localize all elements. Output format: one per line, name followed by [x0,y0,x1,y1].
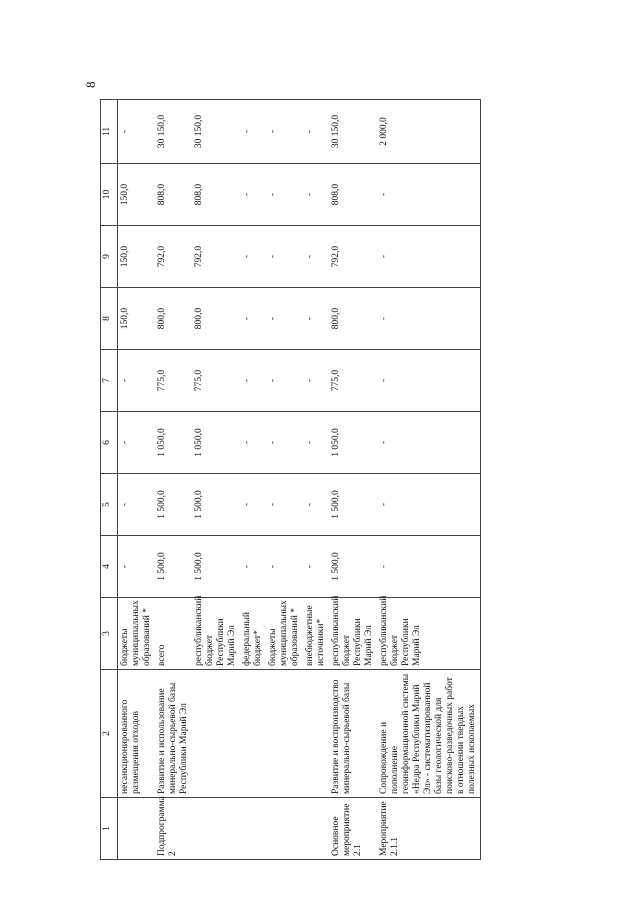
table-cell-c2 [240,670,266,798]
table-cell-value: - [377,412,481,474]
column-header: 4 [101,536,118,598]
table-row [192,100,240,860]
rotated-table-wrapper [100,100,525,860]
table-cell-value: - [266,350,303,412]
table-cell-value: 1 500,0 [329,536,377,598]
table-cell-value: 150,0 [118,288,156,350]
table-cell-value: 792,0 [329,226,377,288]
table-cell-c3: бюджеты муниципальных образований * [118,598,156,670]
table-cell-value: - [118,536,156,598]
table-row [155,100,192,860]
table-cell-value: - [303,412,329,474]
table-cell-value: - [266,226,303,288]
table-cell-c2 [192,670,240,798]
table-cell-c1 [240,798,266,860]
table-row [377,100,481,860]
table-cell-c1: Мероприятие 2.1.1 [377,798,481,860]
table-cell-value: - [303,474,329,536]
table-cell-value: - [303,288,329,350]
table-cell-value: - [303,164,329,226]
table-cell-value: - [266,536,303,598]
table-cell-value: - [377,474,481,536]
table-cell-value: 1 050,0 [155,412,192,474]
table-cell-value: 800,0 [192,288,240,350]
table-cell-value: 808,0 [155,164,192,226]
table-cell-value: 775,0 [329,350,377,412]
budget-table [100,99,481,860]
table-cell-c3: бюджеты муниципальных образований * [266,598,303,670]
table-cell-value: 1 500,0 [329,474,377,536]
table-cell-c1 [303,798,329,860]
table-cell-c1 [192,798,240,860]
table-cell-value: - [240,474,266,536]
table-cell-value: - [377,350,481,412]
column-header: 2 [101,670,118,798]
table-cell-value: - [118,412,156,474]
table-cell-c1 [266,798,303,860]
column-header: 8 [101,288,118,350]
table-row [266,100,303,860]
table-row [118,100,156,860]
table-cell-value: 1 500,0 [155,474,192,536]
table-cell-value: - [240,164,266,226]
table-cell-c2: несанкционированного размещения отходов [118,670,156,798]
table-cell-value: 792,0 [192,226,240,288]
table-cell-value: - [118,474,156,536]
table-cell-value: - [303,350,329,412]
table-cell-c1: Основное мероприятие 2.1 [329,798,377,860]
table-cell-value: - [240,412,266,474]
table-cell-value: 1 500,0 [155,536,192,598]
table-cell-value: - [266,412,303,474]
table-cell-value: 800,0 [155,288,192,350]
page-number: 8 [83,81,98,88]
column-number-row [101,100,118,860]
column-header: 3 [101,598,118,670]
table-cell-value: - [118,350,156,412]
column-header: 7 [101,350,118,412]
table-cell-value: 1 500,0 [192,474,240,536]
table-cell-value: 792,0 [155,226,192,288]
table-cell-c2 [266,670,303,798]
table-cell-value: 30 150,0 [155,100,192,164]
table-cell-value: - [266,100,303,164]
table-cell-c3: всего [155,598,192,670]
table-cell-value: 808,0 [192,164,240,226]
table-cell-c3: федеральный бюджет* [240,598,266,670]
table-row [240,100,266,860]
table-cell-value: 800,0 [329,288,377,350]
table-cell-value: 150,0 [118,164,156,226]
column-header: 1 [101,798,118,860]
column-header: 10 [101,164,118,226]
table-cell-value: - [266,288,303,350]
table-cell-c2: Развитие и воспроизводство минерально-сырьевой базы [329,670,377,798]
table-cell-c3: внебюджетные источники* [303,598,329,670]
table-cell-value: - [377,226,481,288]
table-cell-value: - [303,226,329,288]
table-cell-value: 775,0 [192,350,240,412]
table-cell-c1 [118,798,156,860]
table-cell-value: - [118,100,156,164]
table-cell-c1: Подпрограмма 2 [155,798,192,860]
table-cell-value: - [240,226,266,288]
table-cell-value: - [377,164,481,226]
table-cell-value: - [377,536,481,598]
table-cell-value: - [303,100,329,164]
table-cell-c2: Сопровождение и пополнение геоинформационной системы «Недра Республики Марий Эл» - систематизированной базы геологической для поисково-разведочных работ в отношении твердых полезных ископаемых [377,670,481,798]
table-cell-value: 30 150,0 [192,100,240,164]
table-cell-value: - [377,288,481,350]
table-cell-value: - [266,164,303,226]
table-cell-value: 1 500,0 [192,536,240,598]
table-cell-c3: республиканский бюджет Республики Марий Эл [192,598,240,670]
column-header: 5 [101,474,118,536]
table-cell-value: 150,0 [118,226,156,288]
column-header: 6 [101,412,118,474]
column-header: 9 [101,226,118,288]
table-cell-value: - [240,350,266,412]
table-cell-c2 [303,670,329,798]
table-cell-value: 808,0 [329,164,377,226]
table-cell-value: - [240,100,266,164]
table-cell-value: 30 150,0 [329,100,377,164]
table-cell-value: 1 050,0 [329,412,377,474]
table-row [329,100,377,860]
table-cell-value: - [266,474,303,536]
table-cell-value: 775,0 [155,350,192,412]
table-cell-value: 2 000,0 [377,100,481,164]
table-cell-value: - [240,536,266,598]
table-cell-value: - [240,288,266,350]
table-cell-value: - [303,536,329,598]
column-header: 11 [101,100,118,164]
table-row [303,100,329,860]
table-cell-value: 1 050,0 [192,412,240,474]
table-cell-c3: республиканский бюджет Республики Марий Эл [329,598,377,670]
table-body [118,100,481,860]
table-cell-c2: Развитие и использование минерально-сырьевой базы Республики Марий Эл [155,670,192,798]
table-cell-c3: республиканский бюджет Республики Марий Эл [377,598,481,670]
